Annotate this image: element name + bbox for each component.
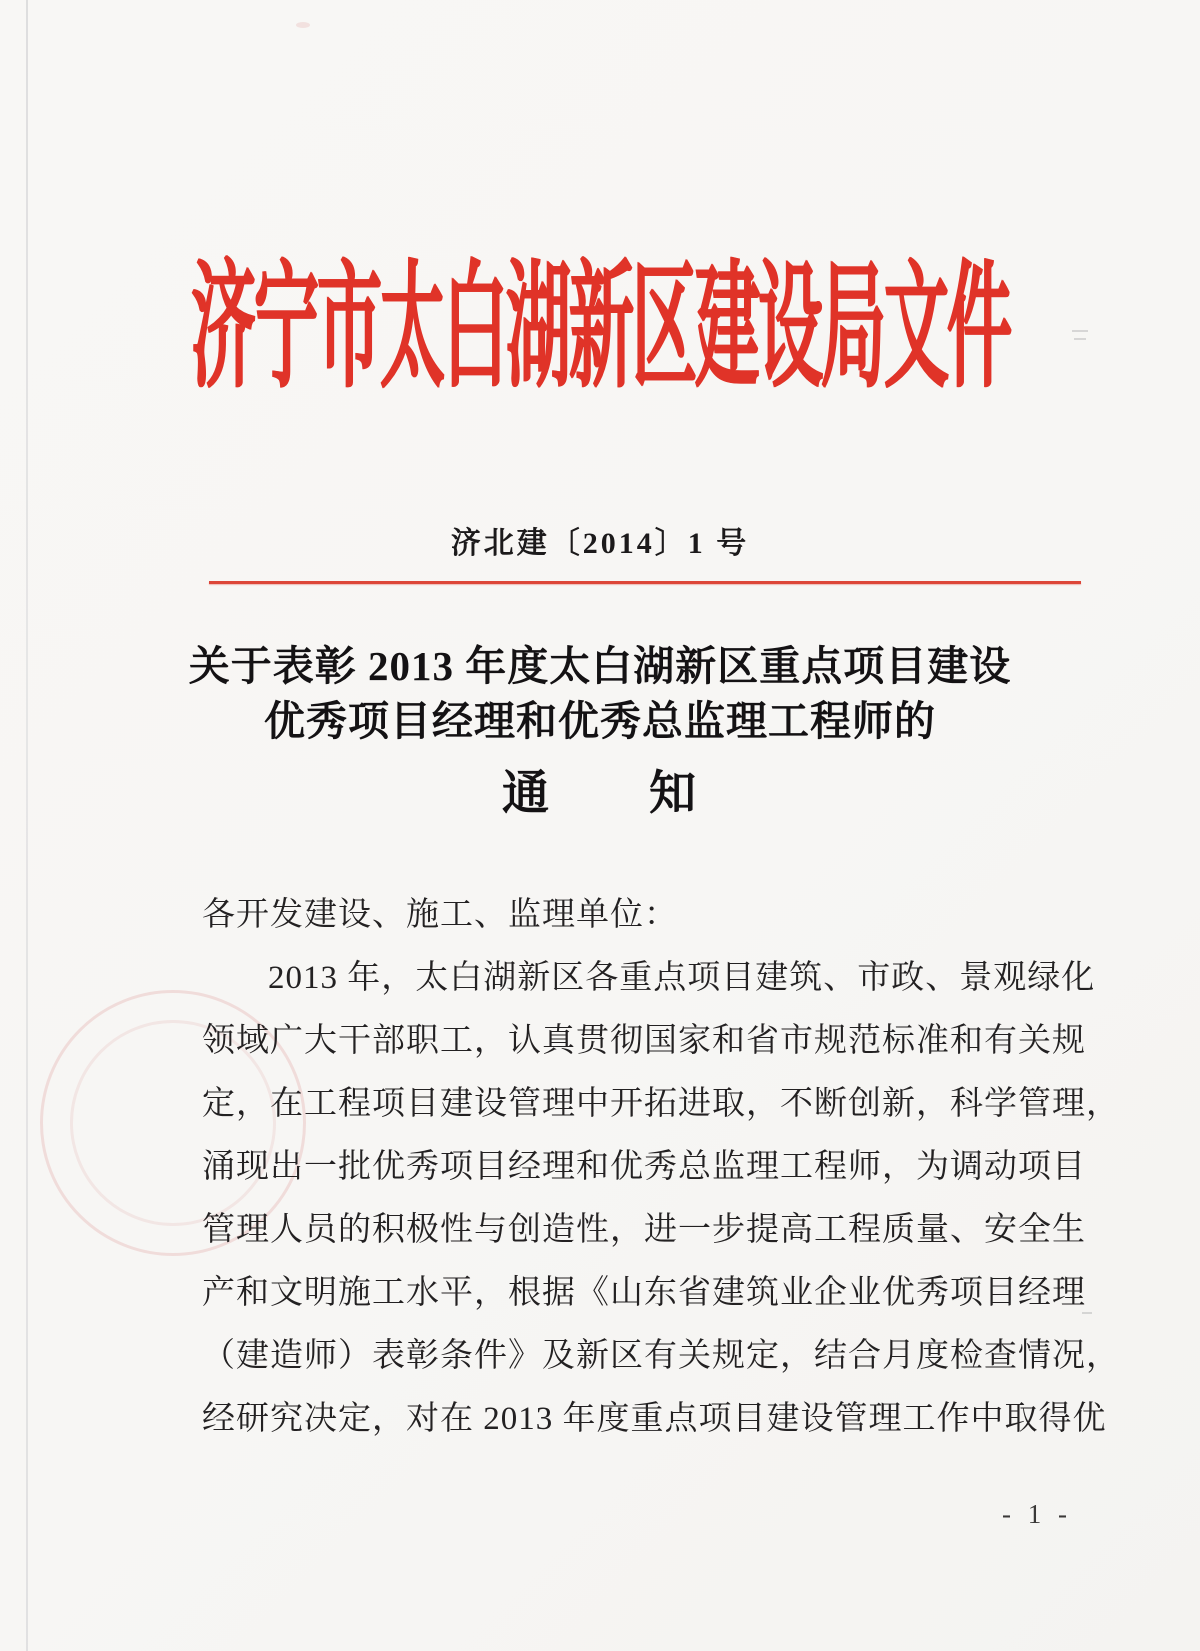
salutation-line: 各开发建设、施工、监理单位：: [202, 897, 678, 933]
letterhead-banner-text: 济宁市太白湖新区建设局文件: [190, 253, 1010, 407]
body-line-8: 经研究决定，对在 2013 年度重点项目建设管理工作中取得优: [202, 1401, 1107, 1437]
page-number: - 1 -: [1002, 1499, 1072, 1529]
body-line-2: 领域广大干部职工，认真贯彻国家和省市规范标准和有关规: [202, 1023, 1086, 1059]
red-separator-rule: [209, 581, 1081, 584]
notice-title-line-2: 优秀项目经理和优秀总监理工程师的: [264, 698, 936, 744]
body-line-1: 2013 年，太白湖新区各重点项目建筑、市政、景观绿化: [268, 960, 1096, 996]
body-line-4: 涌现出一批优秀项目经理和优秀总监理工程师，为调动项目: [202, 1149, 1086, 1185]
document-number: 济北建〔2014〕1 号: [450, 527, 750, 560]
scan-speck: [296, 22, 310, 28]
notice-title-line-3: 通 知: [502, 768, 698, 820]
notice-title: [0, 639, 1200, 823]
scan-speck: [1082, 1312, 1092, 1314]
body-line-5: 管理人员的积极性与创造性，进一步提高工程质量、安全生: [202, 1212, 1086, 1248]
notice-title-line-1: 关于表彰 2013 年度太白湖新区重点项目建设: [188, 643, 1012, 689]
body-line-3: 定，在工程项目建设管理中开拓进取，不断创新，科学管理，: [202, 1086, 1120, 1122]
letterhead-banner: [0, 240, 1200, 407]
body-line-6: 产和文明施工水平，根据《山东省建筑业企业优秀项目经理: [202, 1275, 1086, 1311]
body-line-7: （建造师）表彰条件》及新区有关规定，结合月度检查情况，: [202, 1338, 1120, 1374]
notice-body: [202, 884, 1120, 1451]
